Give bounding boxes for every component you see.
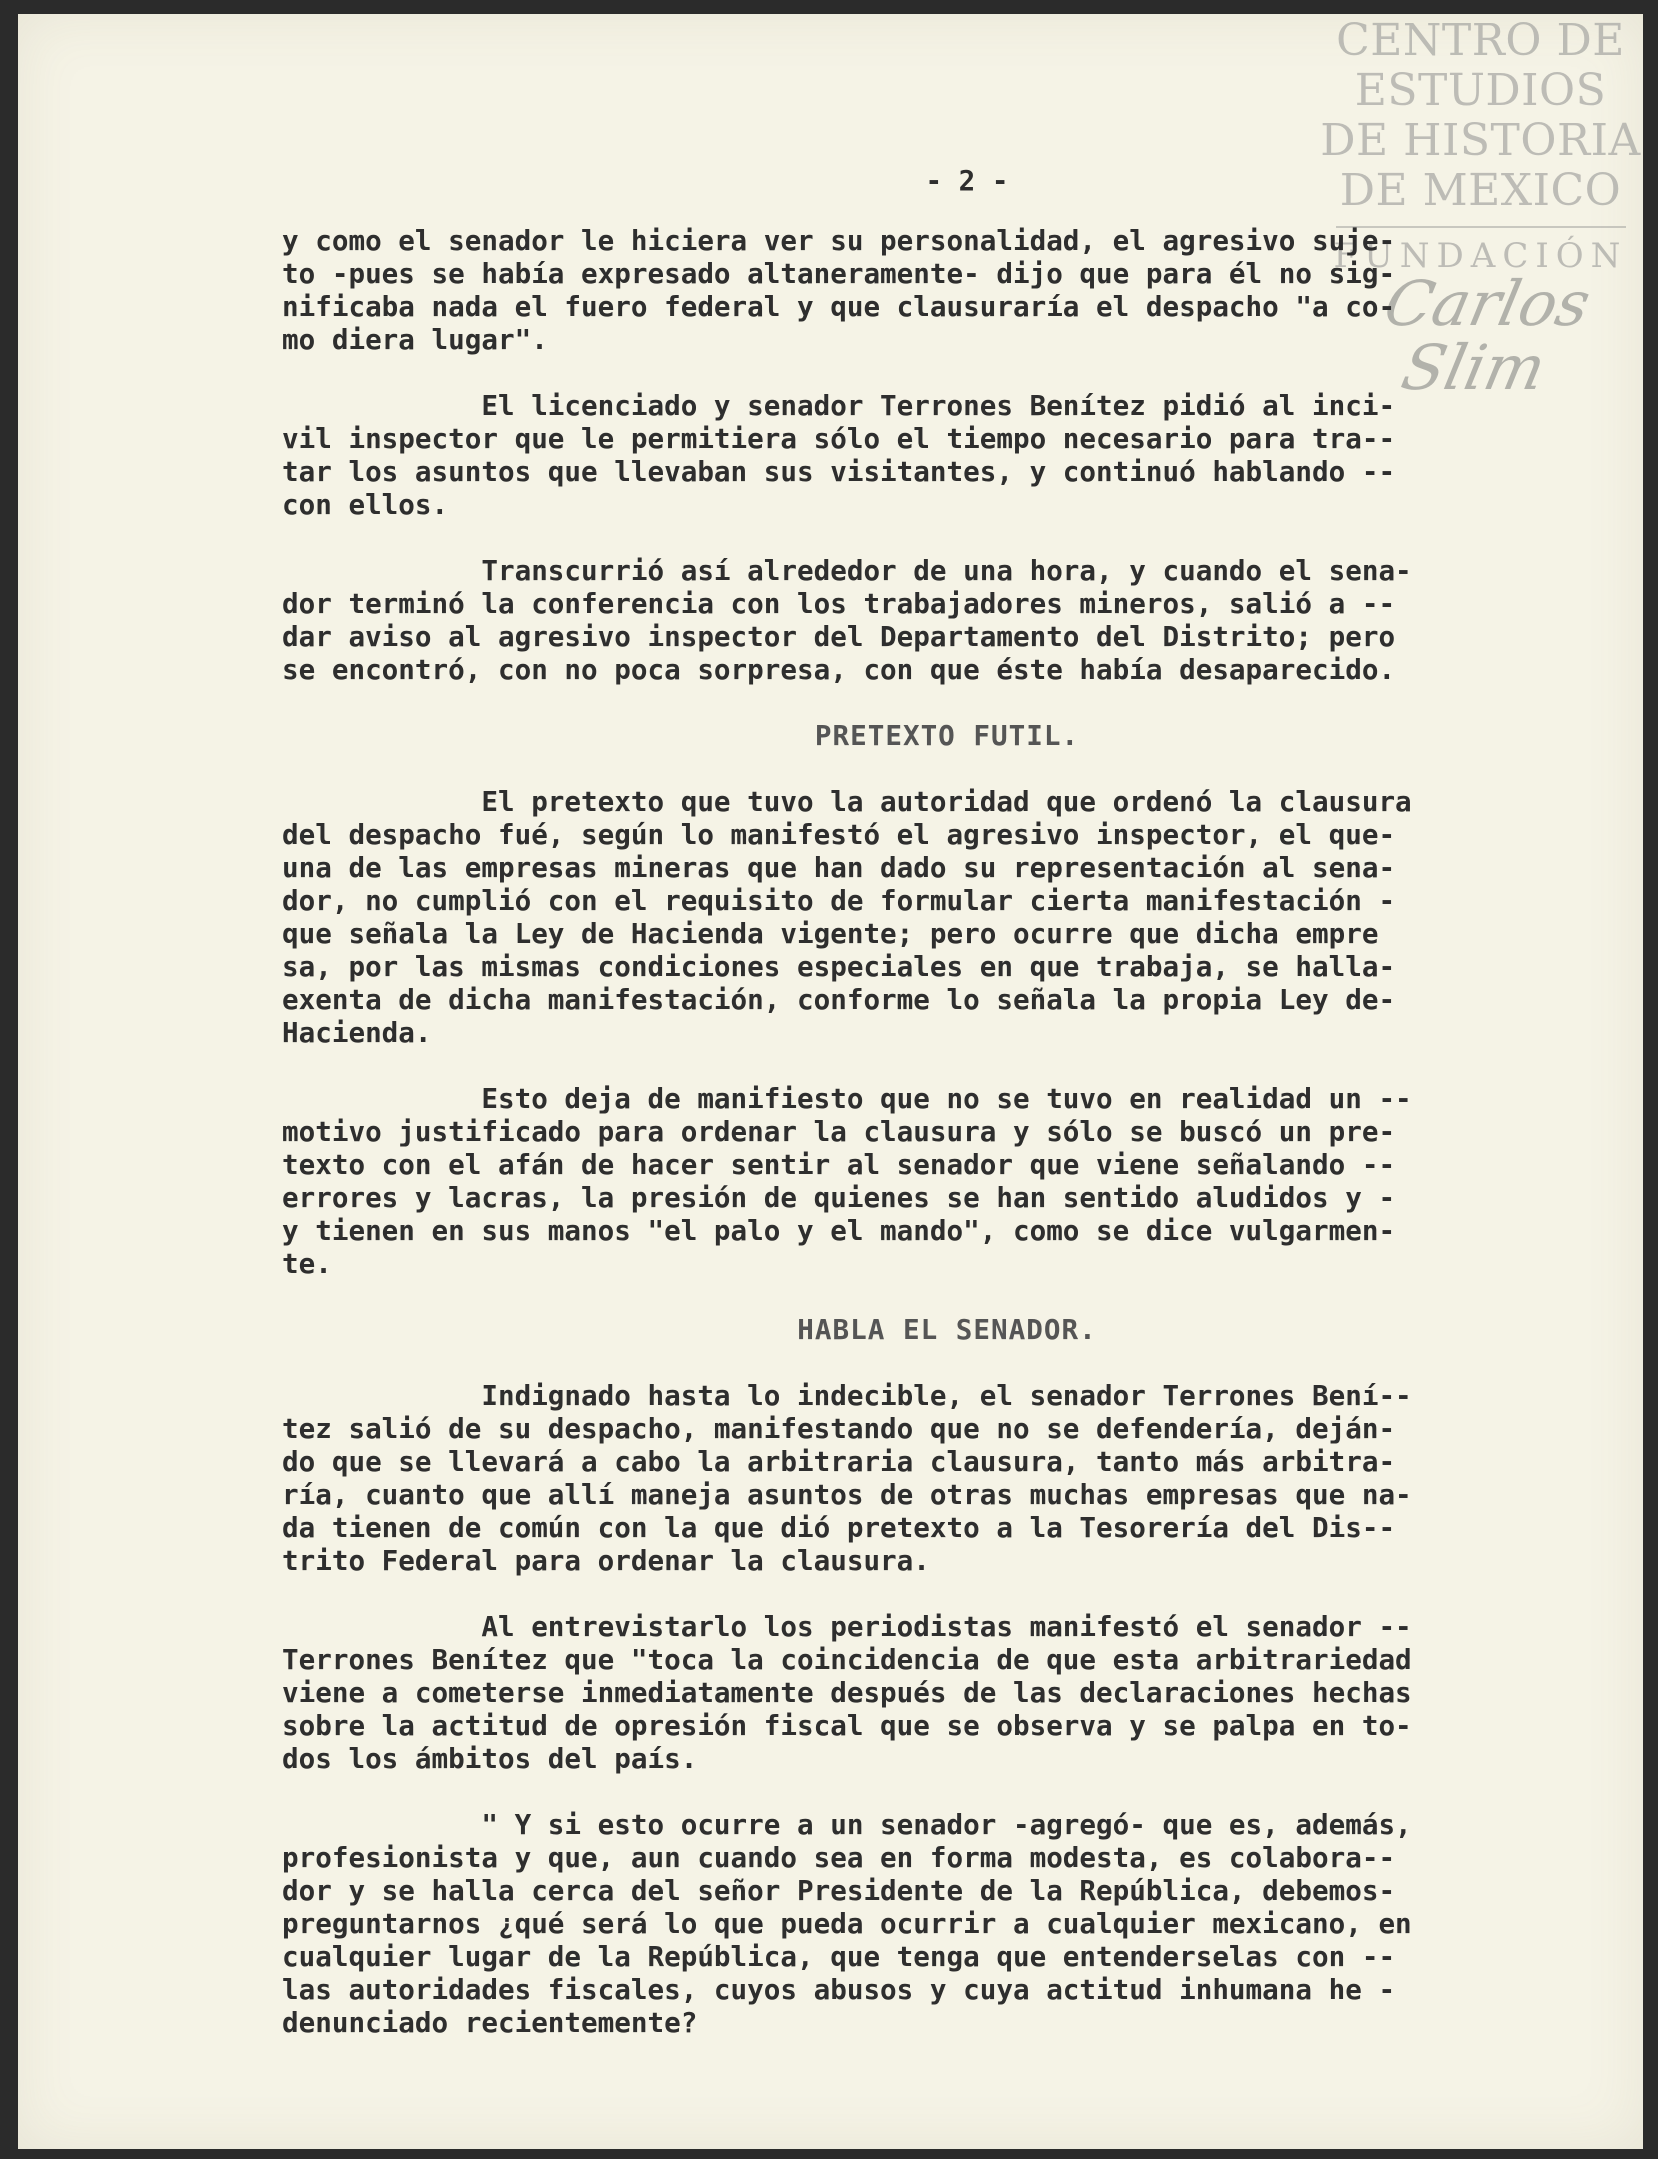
text-line: se encontró, con no poca sorpresa, con que éste había desaparecido.: [282, 653, 1396, 686]
text-line: dor, no cumplió con el requisito de formular cierta manifestación -: [282, 884, 1396, 917]
text-line: errores y lacras, la presión de quienes se han sentido aludidos y -: [282, 1181, 1396, 1214]
text-line: Esto deja de manifiesto que no se tuvo en realidad un --: [282, 1082, 1412, 1115]
heading-pretexto-futil: PRETEXTO FUTIL.: [814, 719, 1080, 752]
text-line: ría, cuanto que allí maneja asuntos de otras muchas empresas que na-: [282, 1478, 1412, 1511]
page-number: - 2 -: [925, 164, 1009, 197]
watermark-line: ESTUDIOS: [1354, 65, 1607, 116]
paragraph: [282, 554, 1612, 686]
text-line: dar aviso al agresivo inspector del Departamento del Distrito; pero: [282, 620, 1396, 653]
paragraph: [282, 1082, 1612, 1280]
text-line: do que se llevará a cabo la arbitraria clausura, tanto más arbitra-: [282, 1445, 1396, 1478]
text-line: viene a cometerse inmediatamente después de las declaraciones hechas: [282, 1676, 1412, 1709]
text-line: texto con el afán de hacer sentir al senador que viene señalando --: [282, 1148, 1396, 1181]
text-line: El licenciado y senador Terrones Benítez pidió al inci-: [282, 389, 1396, 422]
text-line: dor terminó la conferencia con los trabajadores mineros, salió a --: [282, 587, 1396, 620]
text-line: una de las empresas mineras que han dado su representación al sena-: [282, 851, 1396, 884]
heading-habla-el-senador: HABLA EL SENADOR.: [797, 1313, 1097, 1346]
text-line: sobre la actitud de opresión fiscal que se observa y se palpa en to-: [282, 1709, 1412, 1742]
text-line: te.: [282, 1247, 332, 1280]
text-line: tar los asuntos que llevaban sus visitantes, y continuó hablando --: [282, 455, 1396, 488]
text-line: " Y si esto ocurre a un senador -agregó- que es, además,: [282, 1808, 1412, 1841]
text-line: con ellos.: [282, 488, 449, 521]
text-line: profesionista y que, aun cuando sea en forma modesta, es colabora--: [282, 1841, 1396, 1874]
text-line: cualquier lugar de la República, que tenga que entenderselas con --: [282, 1940, 1396, 1973]
text-line: exenta de dicha manifestación, conforme lo señala la propia Ley de-: [282, 983, 1396, 1016]
text-line: nificaba nada el fuero federal y que clausuraría el despacho "a co-: [282, 290, 1396, 323]
section-intro: [282, 224, 1612, 686]
text-line: Terrones Benítez que "toca la coincidencia de que esta arbitrariedad: [282, 1643, 1412, 1676]
paragraph: [282, 1808, 1612, 2039]
text-line: Hacienda.: [282, 1016, 432, 1049]
text-line: y tienen en sus manos "el palo y el mando", como se dice vulgarmen-: [282, 1214, 1396, 1247]
text-line: to -pues se había expresado altaneramente- dijo que para él no sig-: [282, 257, 1396, 290]
watermark-line: CENTRO DE: [1336, 15, 1625, 66]
text-line: El pretexto que tuvo la autoridad que ordenó la clausura: [282, 785, 1412, 818]
typed-document-body: [282, 164, 1612, 2072]
text-line: preguntarnos ¿qué será lo que pueda ocurrir a cualquier mexicano, en: [282, 1907, 1412, 1940]
text-line: dos los ámbitos del país.: [282, 1742, 698, 1775]
paragraph: [282, 224, 1612, 356]
watermark-line: DE MEXICO: [1339, 165, 1622, 216]
section-pretexto: [282, 785, 1612, 1280]
document-page: [18, 14, 1643, 2149]
text-line: trito Federal para ordenar la clausura.: [282, 1544, 930, 1577]
text-line: del despacho fué, según lo manifestó el agresivo inspector, el que-: [282, 818, 1396, 851]
text-line: mo diera lugar".: [282, 323, 548, 356]
text-line: Transcurrió así alrededor de una hora, y cuando el sena-: [282, 554, 1412, 587]
watermark-line: DE HISTORIA: [1320, 115, 1641, 166]
text-line: las autoridades fiscales, cuyos abusos y cuya actitud inhumana he -: [282, 1973, 1396, 2006]
paragraph: [282, 389, 1612, 521]
text-line: tez salió de su despacho, manifestando que no se defendería, deján-: [282, 1412, 1396, 1445]
text-line: Indignado hasta lo indecible, el senador Terrones Bení--: [282, 1379, 1412, 1412]
paragraph: [282, 785, 1612, 1049]
watermark-signature: Carlos Slim: [1378, 267, 1597, 404]
text-line: que señala la Ley de Hacienda vigente; pero ocurre que dicha empre: [282, 917, 1379, 950]
paragraph: [282, 1610, 1612, 1775]
text-line: denunciado recientemente?: [282, 2006, 698, 2039]
text-line: Al entrevistarlo los periodistas manifestó el senador --: [282, 1610, 1412, 1643]
text-line: motivo justificado para ordenar la clausura y sólo se buscó un pre-: [282, 1115, 1396, 1148]
text-line: dor y se halla cerca del señor Presidente de la República, debemos-: [282, 1874, 1396, 1907]
paragraph: [282, 1379, 1612, 1577]
text-line: sa, por las mismas condiciones especiales en que trabaja, se halla-: [282, 950, 1396, 983]
text-line: da tienen de común con la que dió pretexto a la Tesorería del Dis--: [282, 1511, 1396, 1544]
watermark-fundacion: FUNDACIÓN: [1333, 236, 1628, 276]
section-habla: [282, 1379, 1612, 2039]
text-line: y como el senador le hiciera ver su personalidad, el agresivo suje-: [282, 224, 1396, 257]
text-line: vil inspector que le permitiera sólo el tiempo necesario para tra--: [282, 422, 1396, 455]
